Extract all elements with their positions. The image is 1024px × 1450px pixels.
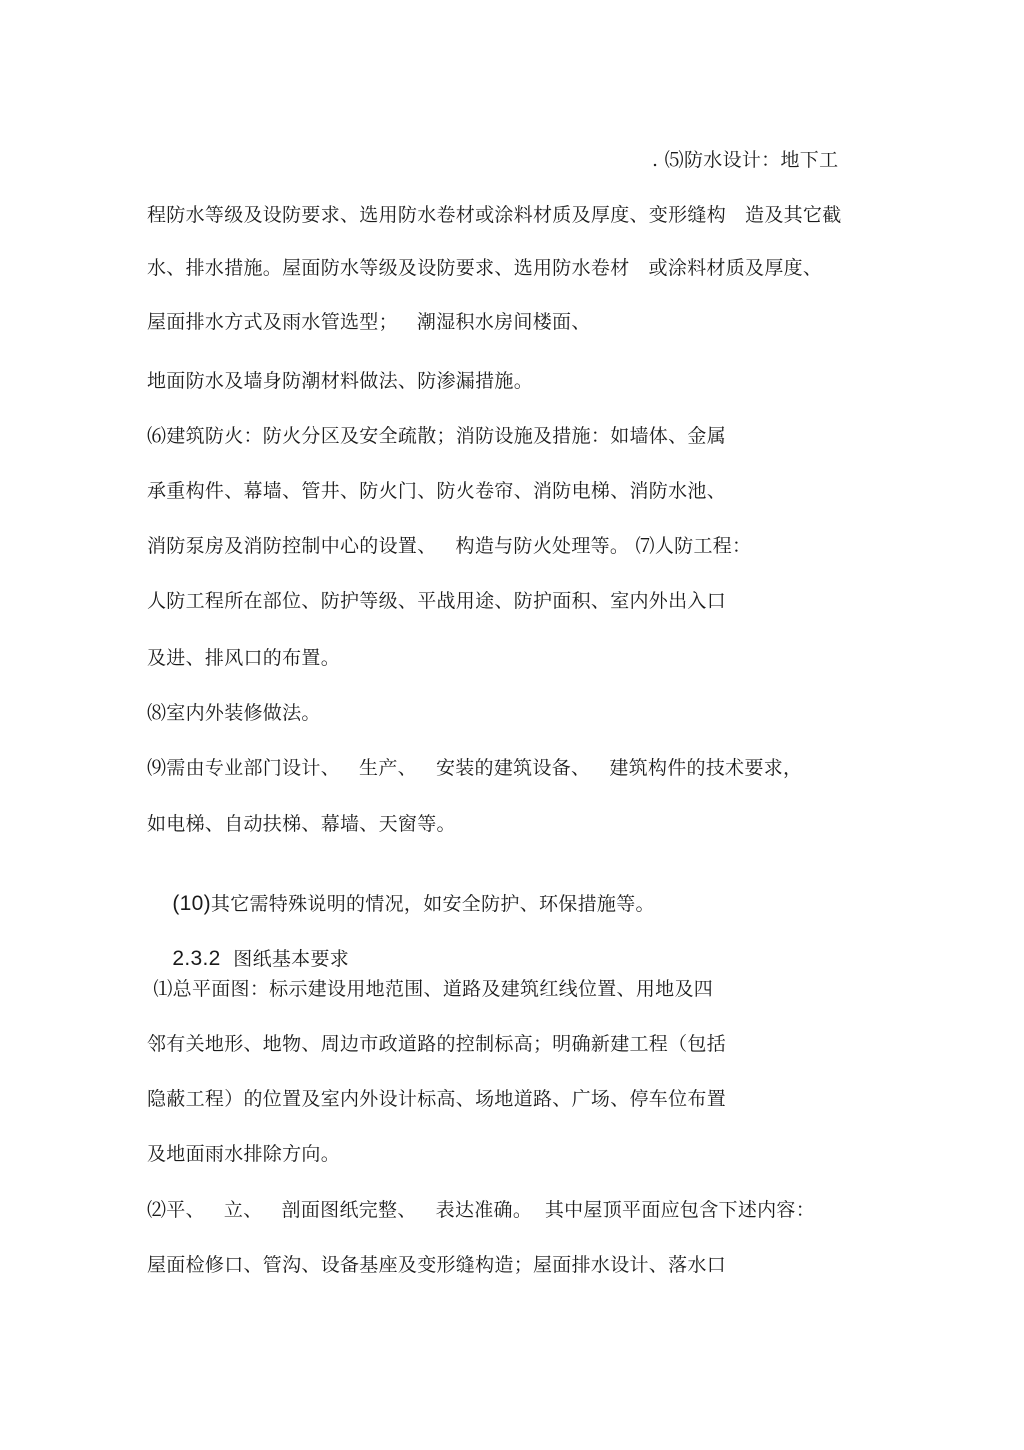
text-line-4: 屋面排水方式及雨水管选型； 潮湿积水房间楼面、: [147, 311, 591, 333]
text-line-12: ⑼需由专业部门设计、 生产、 安装的建筑设备、 建筑构件的技术要求，: [147, 757, 803, 779]
section-number: 2.3.2: [172, 947, 221, 970]
text-line-2: 程防水等级及设防要求、选用防水卷材或涂料材质及厚度、变形缝构 造及其它截: [147, 204, 842, 226]
text-line-5: 地面防水及墙身防潮材料做法、防渗漏措施。: [147, 370, 534, 392]
text-line-9: 人防工程所在部位、防护等级、平战用途、防护面积、室内外出入口: [147, 590, 727, 612]
text-line-6: ⑹建筑防火：防火分区及安全疏散；消防设施及措施：如墙体、金属: [147, 425, 727, 447]
item-10-number: (10): [172, 892, 211, 915]
text-line-8: 消防泵房及消防控制中心的设置、 构造与防火处理等。 ⑺人防工程：: [147, 535, 752, 557]
text-line-11: ⑻室内外装修做法。: [147, 702, 321, 724]
text-line-7: 承重构件、幕墙、管井、防火门、防火卷帘、消防电梯、消防水池、: [147, 480, 727, 502]
item-10-text: 其它需特殊说明的情况，如安全防护、环保措施等。: [210, 893, 655, 915]
text-line-1: . ⑸防水设计：地下工: [652, 149, 839, 171]
text-line-19: 及地面雨水排除方向。: [147, 1143, 341, 1165]
text-line-13: 如电梯、自动扶梯、幕墙、天窗等。: [147, 813, 456, 835]
text-line-18: 隐蔽工程）的位置及室内外设计标高、场地道路、广场、停车位布置: [147, 1088, 727, 1110]
text-line-10: 及进、排风口的布置。: [147, 647, 341, 669]
text-line-17: 邻有关地形、地物、周边市政道路的控制标高；明确新建工程（包括: [147, 1033, 727, 1055]
text-line-20: ⑵平、 立、 剖面图纸完整、 表达准确。 其中屋顶平面应包含下述内容：: [147, 1199, 816, 1221]
text-line-21: 屋面检修口、管沟、设备基座及变形缝构造；屋面排水设计、落水口: [147, 1254, 727, 1276]
section-title: 图纸基本要求: [233, 948, 350, 970]
text-line-16: ⑴总平面图：标示建设用地范围、道路及建筑红线位置、用地及四: [147, 978, 714, 1000]
text-line-3: 水、排水措施。屋面防水等级及设防要求、选用防水卷材 或涂料材质及厚度、: [147, 257, 823, 279]
